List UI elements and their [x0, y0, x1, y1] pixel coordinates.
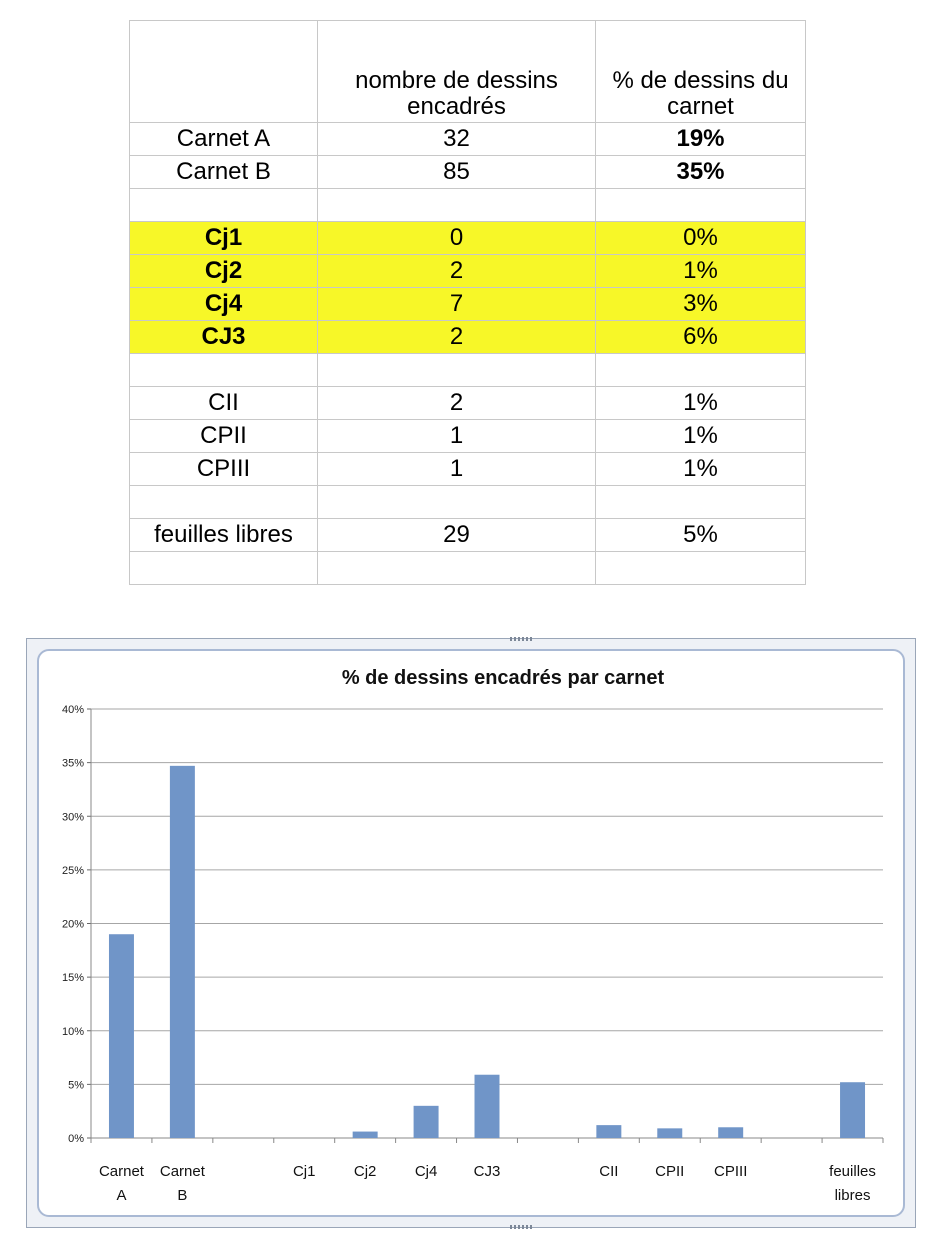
bar	[718, 1127, 743, 1138]
bar	[353, 1132, 378, 1138]
table-spacer-row	[130, 354, 806, 387]
cell-pct: 1%	[596, 255, 806, 288]
chart-title: % de dessins encadrés par carnet	[341, 667, 665, 689]
x-category-label: libres	[834, 1187, 871, 1204]
cell-pct	[596, 354, 806, 387]
y-tick-label: 25%	[61, 864, 84, 877]
header-cell-pct: % de dessins du carnet	[596, 21, 806, 123]
y-tick-label: 10%	[61, 1025, 84, 1038]
data-table	[129, 20, 806, 585]
cell-count	[318, 552, 596, 585]
cell-label: Cj4	[130, 288, 318, 321]
cell-label: CII	[130, 387, 318, 420]
cell-label	[130, 354, 318, 387]
cell-pct: 5%	[596, 519, 806, 552]
cell-label: Carnet B	[130, 156, 318, 189]
x-category-label: CJ3	[473, 1163, 501, 1180]
cell-count: 85	[318, 156, 596, 189]
cell-pct: 1%	[596, 387, 806, 420]
header-cell-count: nombre de dessins encadrés	[318, 21, 596, 123]
table-row	[130, 156, 806, 189]
x-category-label: CPII	[655, 1163, 685, 1180]
cell-label: Carnet A	[130, 123, 318, 156]
cell-label	[130, 552, 318, 585]
cell-pct: 3%	[596, 288, 806, 321]
bar	[109, 934, 134, 1138]
cell-label: CJ3	[130, 321, 318, 354]
cell-pct: 6%	[596, 321, 806, 354]
y-tick-label: 30%	[61, 811, 84, 824]
table-row	[130, 420, 806, 453]
cell-count: 32	[318, 123, 596, 156]
cell-label	[130, 486, 318, 519]
y-tick-label: 40%	[61, 704, 84, 716]
x-category-label: CII	[599, 1163, 619, 1180]
y-tick-label: 35%	[61, 757, 84, 770]
table-row	[130, 255, 806, 288]
table-header-row	[130, 21, 806, 123]
y-tick-label: 20%	[61, 918, 84, 931]
cell-pct: 0%	[596, 222, 806, 255]
y-tick-label: 15%	[61, 972, 84, 985]
cell-label: Cj1	[130, 222, 318, 255]
cell-pct: 19%	[596, 123, 806, 156]
x-category-label: Carnet	[159, 1163, 205, 1180]
cell-count: 2	[318, 255, 596, 288]
cell-count: 0	[318, 222, 596, 255]
chart-frame[interactable]	[26, 638, 916, 1228]
cell-count: 2	[318, 387, 596, 420]
table-row	[130, 321, 806, 354]
cell-count: 29	[318, 519, 596, 552]
cell-count: 1	[318, 420, 596, 453]
bar	[596, 1125, 621, 1138]
x-category-label: CPIII	[714, 1163, 748, 1180]
cell-count: 7	[318, 288, 596, 321]
cell-pct	[596, 552, 806, 585]
table-row	[130, 453, 806, 486]
y-tick-label: 5%	[68, 1079, 84, 1092]
cell-pct	[596, 486, 806, 519]
table-spacer-row	[130, 552, 806, 585]
cell-count	[318, 354, 596, 387]
cell-pct: 1%	[596, 420, 806, 453]
bar	[475, 1075, 500, 1138]
x-category-label: Cj2	[353, 1163, 377, 1180]
header-cell-label	[130, 21, 318, 123]
cell-label: CPII	[130, 420, 318, 453]
x-category-label: A	[116, 1187, 127, 1204]
cell-count: 2	[318, 321, 596, 354]
cell-label: Cj2	[130, 255, 318, 288]
x-category-label: B	[177, 1187, 188, 1204]
x-category-label: Cj1	[292, 1163, 316, 1180]
bar	[840, 1082, 865, 1138]
cell-count	[318, 189, 596, 222]
cell-pct: 35%	[596, 156, 806, 189]
x-category-label: Carnet	[98, 1163, 144, 1180]
table-row	[130, 123, 806, 156]
table-row	[130, 387, 806, 420]
cell-label: CPIII	[130, 453, 318, 486]
bar	[657, 1128, 682, 1138]
bar-chart	[27, 639, 917, 1229]
cell-pct: 1%	[596, 453, 806, 486]
cell-pct	[596, 189, 806, 222]
cell-count	[318, 486, 596, 519]
table-row	[130, 288, 806, 321]
y-tick-label: 0%	[68, 1133, 84, 1145]
x-category-label: Cj4	[414, 1163, 438, 1180]
cell-label	[130, 189, 318, 222]
bar	[170, 766, 195, 1138]
table-spacer-row	[130, 189, 806, 222]
bar	[414, 1106, 439, 1138]
cell-count: 1	[318, 453, 596, 486]
table-row	[130, 222, 806, 255]
table-spacer-row	[130, 486, 806, 519]
x-category-label: feuilles	[829, 1163, 876, 1180]
cell-label: feuilles libres	[130, 519, 318, 552]
table-row	[130, 519, 806, 552]
